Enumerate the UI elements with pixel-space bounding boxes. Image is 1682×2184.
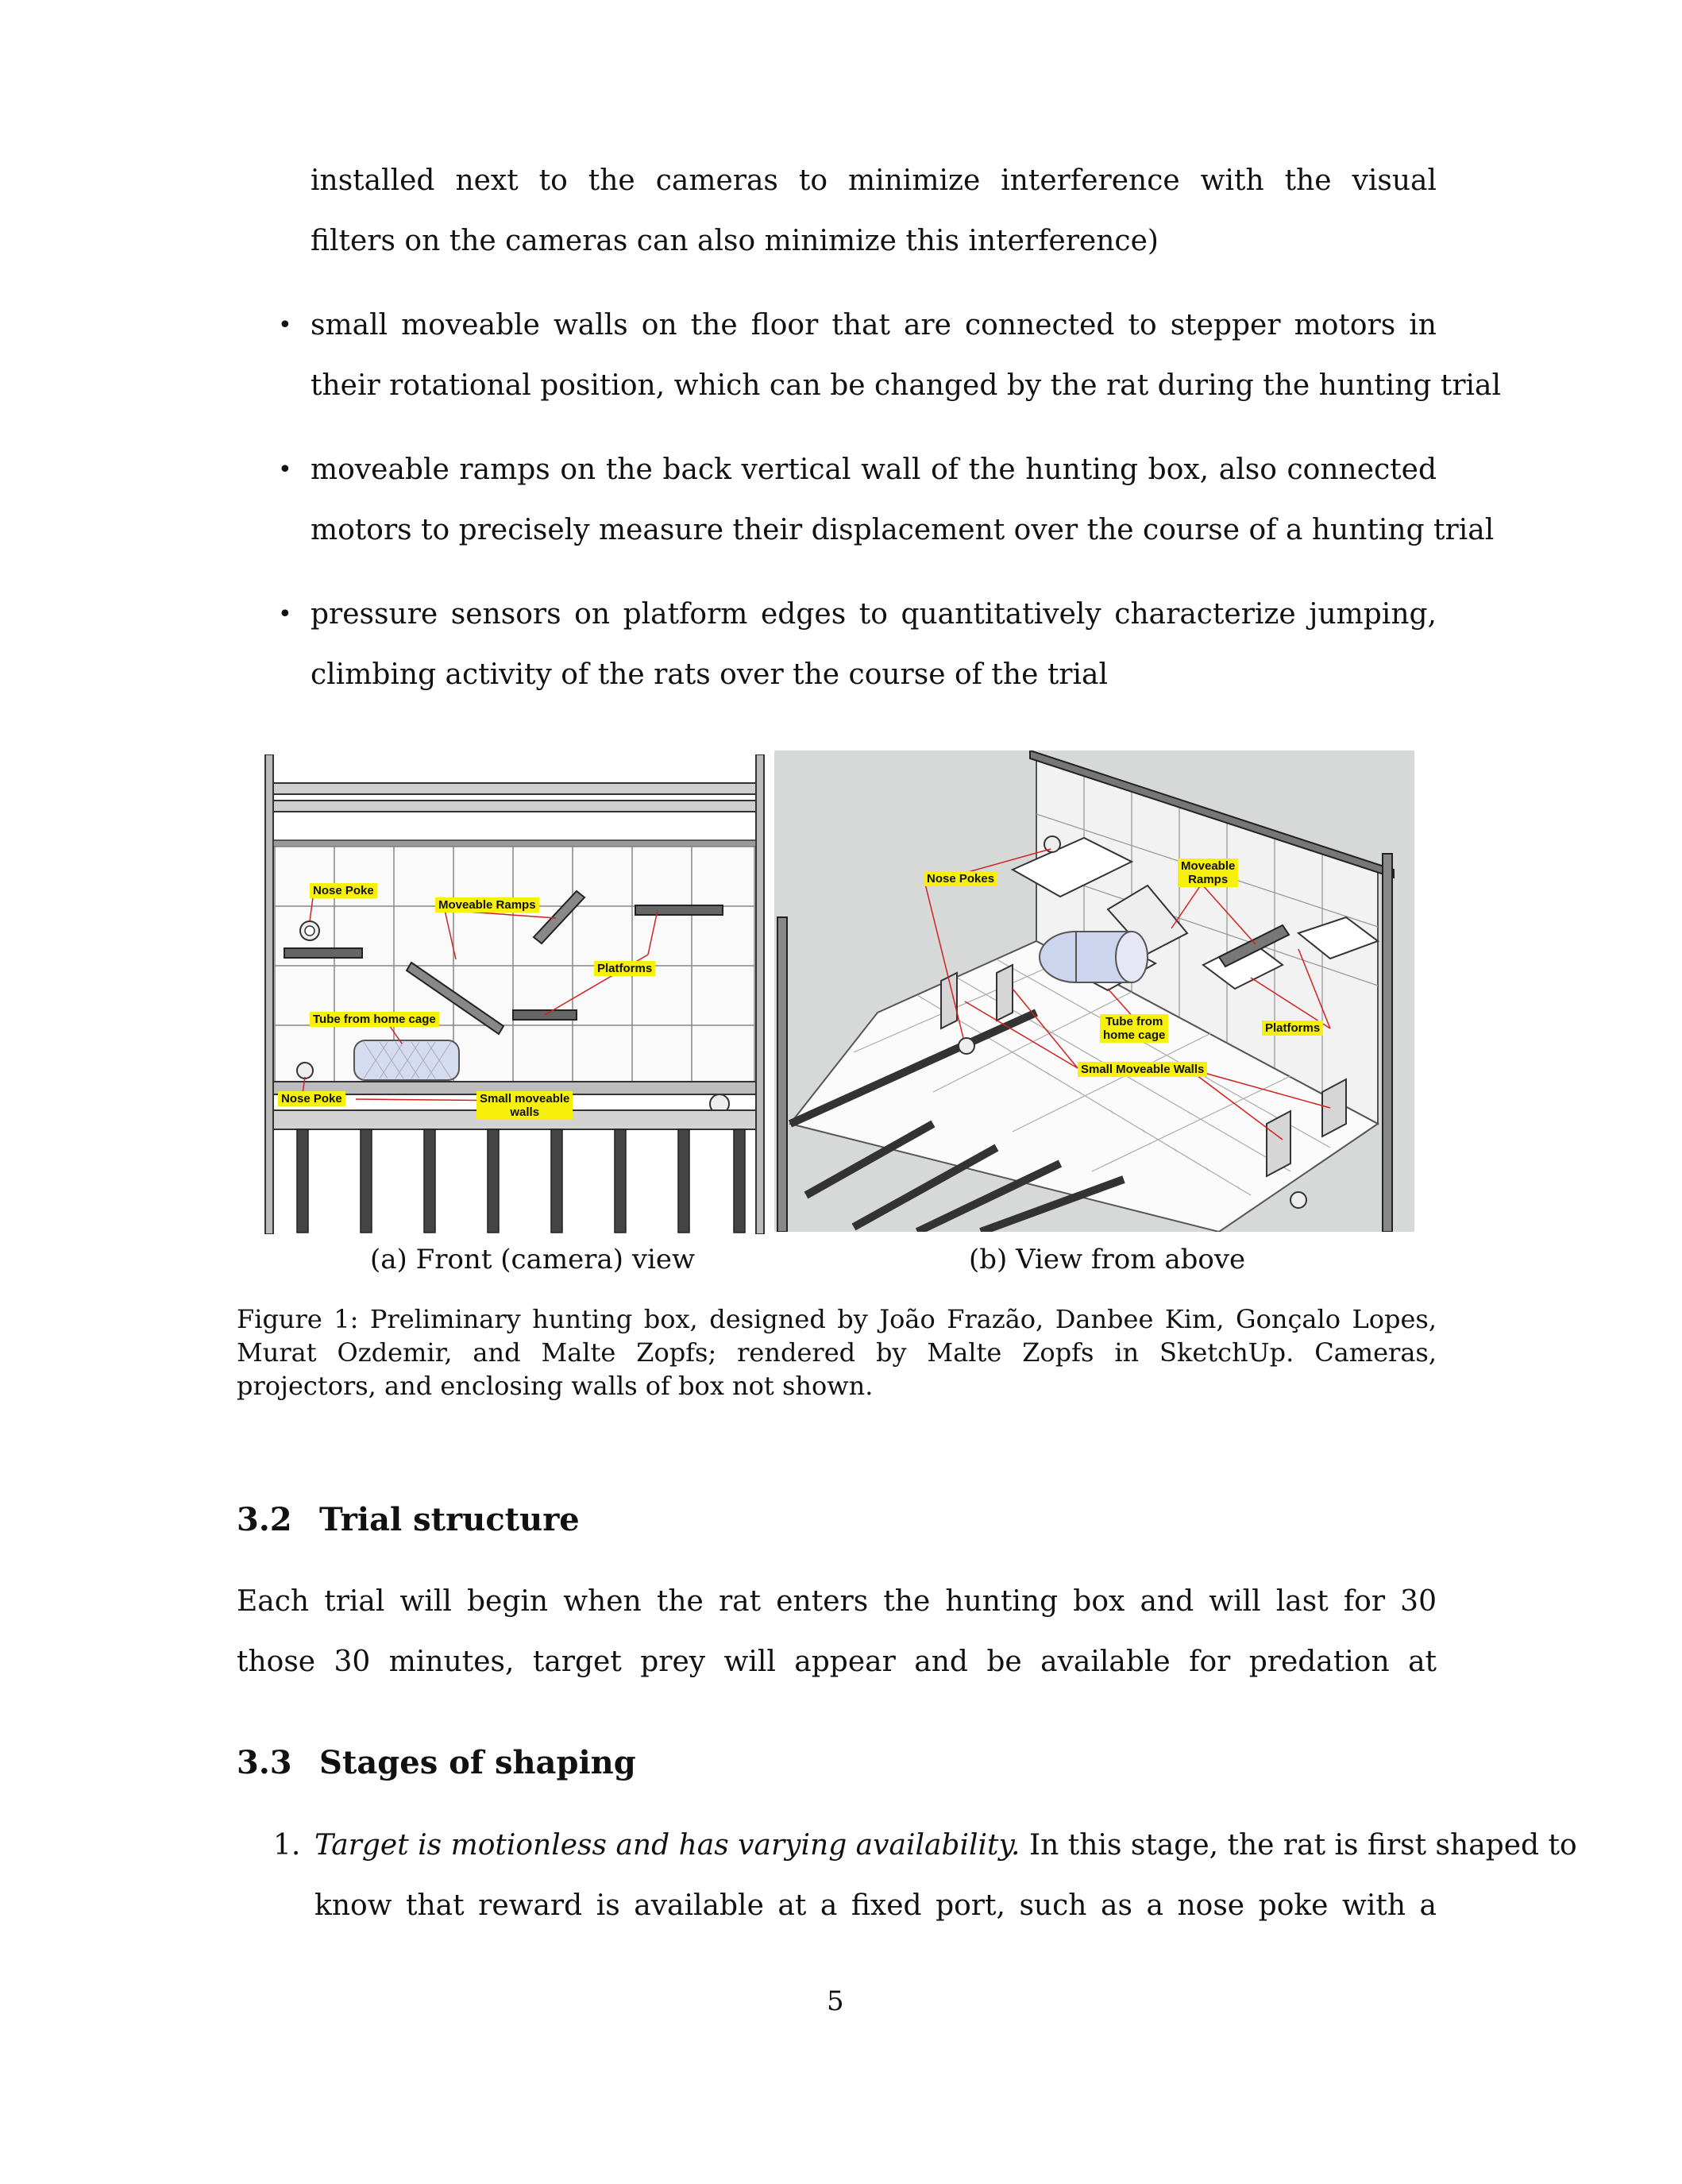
- bullet-3-line-1: pressure sensors on platform edges to quantitatively characterize jumping,: [311, 598, 1437, 631]
- label-nose-poke-bottom: Nose Poke: [278, 1091, 345, 1106]
- list-item-1-rest: In this stage, the rat is first shaped to: [1020, 1829, 1577, 1862]
- list-item-1-italic: Target is motionless and has varying availability.: [314, 1829, 1020, 1862]
- label-ramps-line-1: Moveable: [1181, 859, 1236, 873]
- label-nose-pokes: Nose Pokes: [924, 871, 997, 886]
- bullet-1-line-1: small moveable walls on the floor that are connected to stepper motors in: [311, 309, 1437, 341]
- label-tube-above: [1100, 1014, 1168, 1043]
- above-view-render: [774, 751, 1414, 1232]
- page-number: 5: [827, 1985, 844, 2017]
- section-3-2-number: 3.2: [237, 1501, 292, 1538]
- section-3-2-line-1: Each trial will begin when the rat enters the hunting box and will last for 30: [237, 1585, 1437, 1618]
- label-walls-line-1: Small moveable: [480, 1092, 570, 1106]
- front-view-render: [260, 754, 769, 1234]
- list-item-number: 1.: [273, 1829, 301, 1862]
- figure-front-view: [260, 754, 769, 1234]
- figure-above-view: [774, 751, 1414, 1232]
- label-tube-line-1: Tube from: [1105, 1015, 1163, 1028]
- bullet-marker: •: [278, 311, 292, 339]
- label-moveable-ramps-above: [1178, 859, 1238, 887]
- label-walls-line-2: walls: [510, 1106, 540, 1119]
- label-tube-line-2: home cage: [1103, 1028, 1166, 1042]
- section-3-2-line-2: those 30 minutes, target prey will appear and be available for predation at: [237, 1646, 1437, 1678]
- section-3-2-title: Trial structure: [319, 1501, 580, 1538]
- bullet-2-line-1: moveable ramps on the back vertical wall of the hunting box, also connected: [311, 453, 1437, 486]
- bullet-marker: •: [278, 456, 292, 484]
- label-platforms-above: Platforms: [1262, 1021, 1323, 1036]
- bullet-marker: •: [278, 600, 292, 628]
- continuation-line-2: filters on the cameras can also minimize this interference): [311, 225, 1159, 257]
- label-moveable-ramps: Moveable Ramps: [435, 897, 539, 913]
- figure-caption: Figure 1: Preliminary hunting box, designed by João Frazão, Danbee Kim, Gonçalo Lopes, Murat Ozdemir, and Malte Zopfs; rendered by Malte Zopfs in SketchUp. Cameras, projectors, and enclosing walls of box not shown.: [237, 1304, 1437, 1401]
- list-item-1-line-2: know that reward is available at a fixed port, such as a nose poke with a: [314, 1889, 1437, 1922]
- label-tube: Tube from home cage: [310, 1012, 439, 1027]
- bullet-3-line-2: climbing activity of the rats over the course of the trial: [311, 658, 1108, 691]
- bullet-1-line-2: their rotational position, which can be changed by the rat during the hunting trial: [311, 369, 1502, 402]
- label-small-moveable-walls-above: Small Moveable Walls: [1078, 1062, 1207, 1077]
- section-3-3-number: 3.3: [237, 1744, 292, 1781]
- label-small-moveable-walls: [476, 1091, 573, 1120]
- continuation-line-1: installed next to the cameras to minimize interference with the visual: [311, 164, 1437, 197]
- label-platforms: Platforms: [594, 961, 655, 976]
- subcaption-b: (b) View from above: [969, 1244, 1246, 1275]
- section-3-3-title: Stages of shaping: [319, 1744, 636, 1781]
- label-ramps-line-2: Ramps: [1188, 873, 1229, 886]
- list-item-1-line-1: [314, 1827, 1577, 1865]
- subcaption-a: (a) Front (camera) view: [370, 1244, 696, 1275]
- label-nose-poke-top: Nose Poke: [310, 883, 377, 898]
- bullet-2-line-2: motors to precisely measure their displacement over the course of a hunting trial: [311, 514, 1495, 546]
